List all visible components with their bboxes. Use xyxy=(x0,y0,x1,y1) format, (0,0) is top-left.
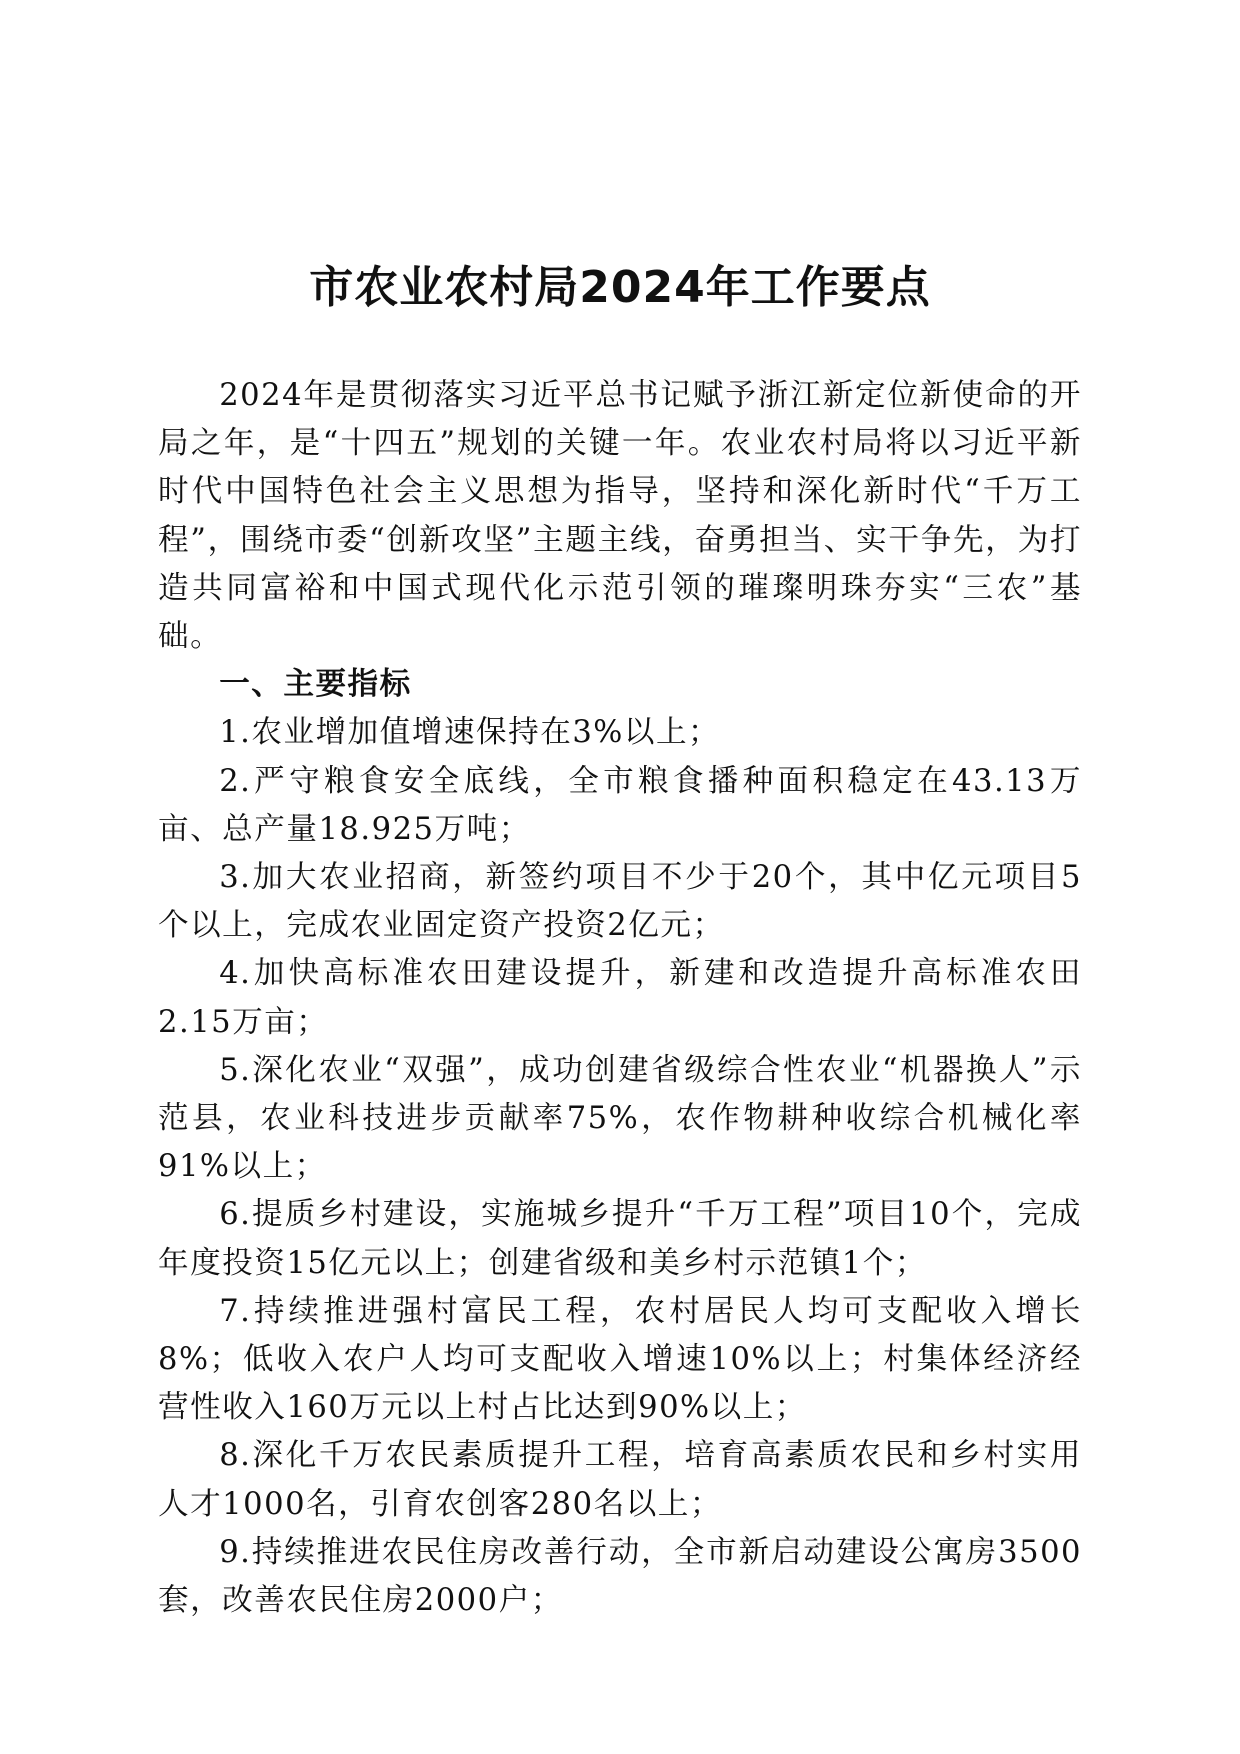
indicator-item-7: 7.持续推进强村富民工程，农村居民人均可支配收入增长8%；低收入农户人均可支配收入增速10%以上；村集体经济经营性收入160万元以上村占比达到90%以上； xyxy=(158,1293,1082,1426)
intro-paragraph: 2024年是贯彻落实习近平总书记赋予浙江新定位新使命的开局之年，是“十四五”规划的关键一年。农业农村局将以习近平新时代中国特色社会主义思想为指导，坚持和深化新时代“千万工程”，围绕市委“创新攻坚”主题主线，奋勇担当、实干争先，为打造共同富裕和中国式现代化示范引领的璀璨明珠夯实“三农”基础。 xyxy=(158,378,1082,655)
indicator-item-6: 6.提质乡村建设，实施城乡提升“千万工程”项目10个，完成年度投资15亿元以上；创建省级和美乡村示范镇1个； xyxy=(158,1197,1082,1281)
document-page xyxy=(158,0,1082,1625)
indicator-item-1: 1.农业增加值增速保持在3%以上； xyxy=(219,715,721,751)
indicator-item-2: 2.严守粮食安全底线，全市粮食播种面积稳定在43.13万亩、总产量18.925万吨； xyxy=(158,763,1082,847)
indicator-item-9: 9.持续推进农民住房改善行动，全市新启动建设公寓房3500套，改善农民住房2000户； xyxy=(158,1534,1082,1619)
document-title: 市农业农村局2024年工作要点 xyxy=(309,262,931,313)
document-body xyxy=(158,372,1082,1625)
indicator-item-8: 8.深化千万农民素质提升工程，培育高素质农民和乡村实用人才1000名，引育农创客280名以上； xyxy=(158,1438,1082,1522)
indicator-item-5: 5.深化农业“双强”，成功创建省级综合性农业“机器换人”示范县，农业科技进步贡献率75%，农作物耕种收综合机械化率91%以上； xyxy=(158,1052,1082,1185)
indicator-item-4: 4.加快高标准农田建设提升，新建和改造提升高标准农田2.15万亩； xyxy=(158,956,1082,1040)
section-heading: 一、主要指标 xyxy=(219,667,412,703)
indicator-item-3: 3.加大农业招商，新签约项目不少于20个，其中亿元项目5个以上，完成农业固定资产投资2亿元； xyxy=(158,860,1082,944)
